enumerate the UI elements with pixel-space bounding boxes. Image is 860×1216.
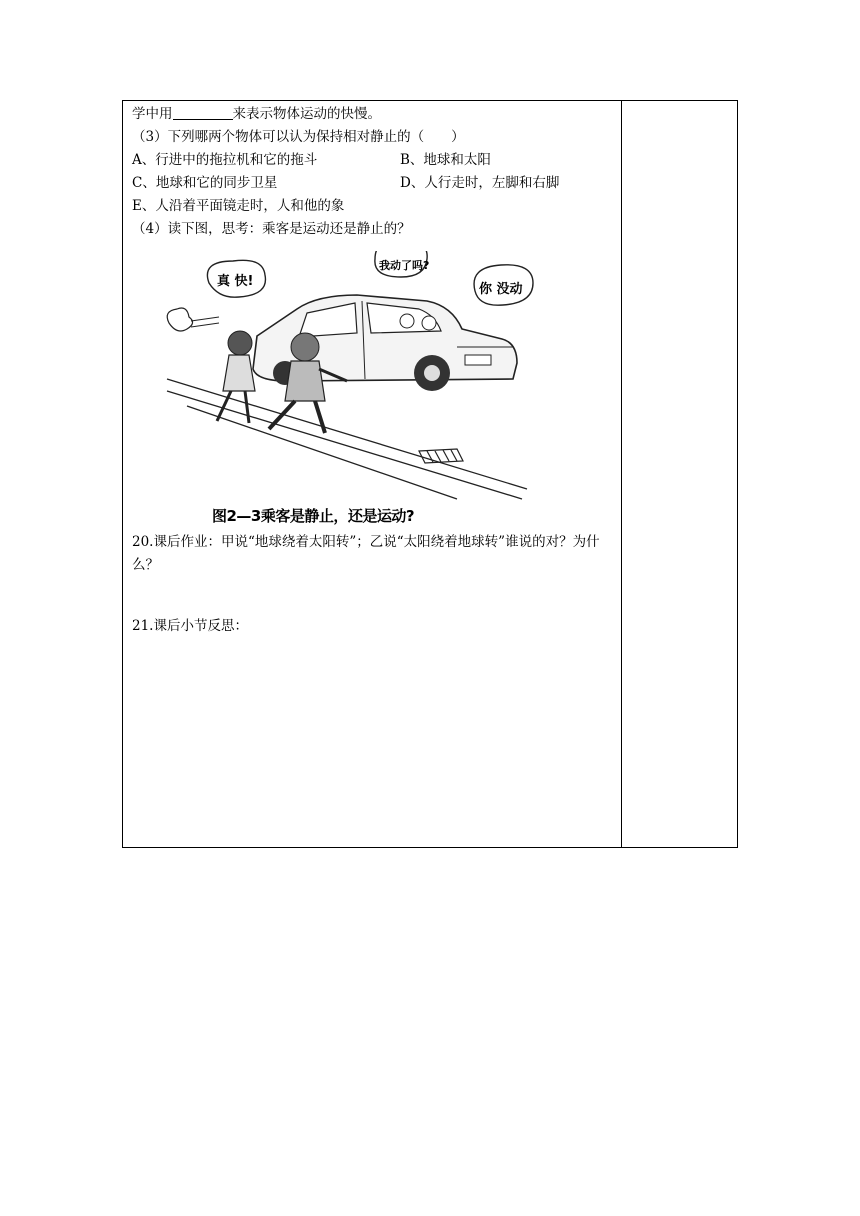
option-a: A、行进中的拖拉机和它的拖斗 [132,152,318,168]
bubble-left-text: 真 快! [217,274,254,289]
option-b: B、地球和太阳 [400,152,491,168]
question-21: 21.课后小节反思： [132,618,248,634]
option-e: E、人沿着平面镜走时，人和他的象 [132,198,345,214]
car-children-drawing [157,251,537,501]
question-4: （4）读下图，思考：乘客是运动还是静止的？ [132,221,411,237]
worksheet-table [122,100,738,848]
line-text: 学中用 [132,106,173,122]
line-text: 来表示物体运动的快慢。 [232,106,381,122]
question-20: 20.课后作业：甲说“地球绕着太阳转”；乙说“太阳绕着地球转”谁说的对？为什么？ [132,534,600,573]
fill-blank[interactable] [173,104,233,120]
option-row [132,172,618,195]
main-cell [132,103,618,638]
bubble-right-text: 你 没动 [479,282,523,297]
option-row [132,149,618,172]
option-d: D、人行走时，左脚和右脚 [400,175,560,191]
bubble-mid-text: 我动了吗? [379,259,430,272]
column-divider [621,101,622,847]
question-3: （3）下列哪两个物体可以认为保持相对静止的（ ） [132,129,465,145]
speed-question-line [132,103,618,126]
car-illustration [157,251,537,531]
option-c: C、地球和它的同步卫星 [132,175,278,191]
figure-caption: 图2—3乘客是静止，还是运动? [212,507,415,525]
